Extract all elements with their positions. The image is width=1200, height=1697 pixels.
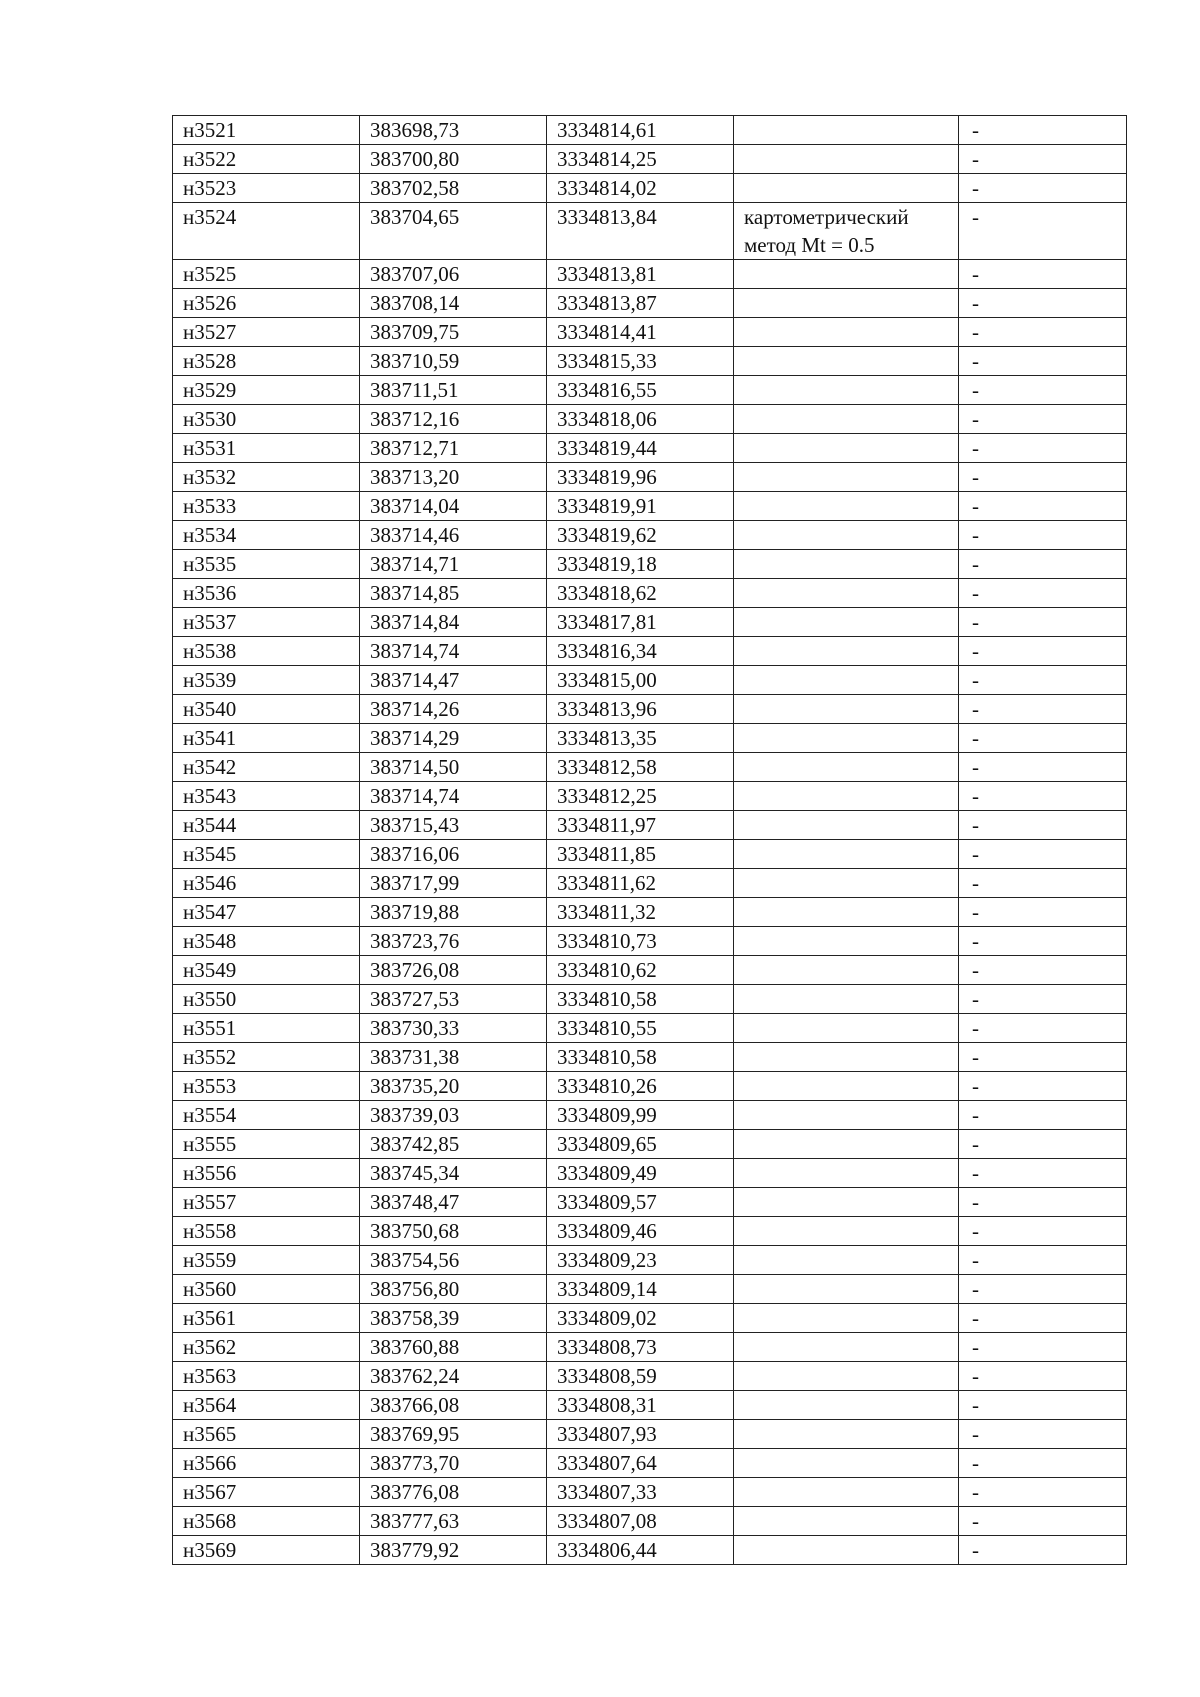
y-coordinate-cell: 3334816,34 <box>547 637 734 666</box>
table-row <box>173 1014 1127 1043</box>
error-cell: - <box>959 1362 1127 1391</box>
y-coordinate-cell: 3334808,31 <box>547 1391 734 1420</box>
x-coordinate-cell: 383748,47 <box>360 1188 547 1217</box>
x-coordinate-cell: 383762,24 <box>360 1362 547 1391</box>
y-coordinate-cell: 3334809,57 <box>547 1188 734 1217</box>
y-coordinate-cell: 3334815,00 <box>547 666 734 695</box>
table-row <box>173 1507 1127 1536</box>
method-cell <box>734 1159 959 1188</box>
x-coordinate-cell: 383726,08 <box>360 956 547 985</box>
table-row <box>173 1188 1127 1217</box>
point-id-cell: н3567 <box>173 1478 360 1507</box>
table-row <box>173 1275 1127 1304</box>
method-cell <box>734 579 959 608</box>
point-id-cell: н3542 <box>173 753 360 782</box>
error-cell: - <box>959 1014 1127 1043</box>
point-id-cell: н3562 <box>173 1333 360 1362</box>
table-row <box>173 1043 1127 1072</box>
point-id-cell: н3521 <box>173 116 360 145</box>
point-id-cell: н3547 <box>173 898 360 927</box>
error-cell: - <box>959 1478 1127 1507</box>
method-cell <box>734 1362 959 1391</box>
table-row <box>173 956 1127 985</box>
point-id-cell: н3522 <box>173 145 360 174</box>
point-id-cell: н3554 <box>173 1101 360 1130</box>
y-coordinate-cell: 3334810,55 <box>547 1014 734 1043</box>
point-id-cell: н3557 <box>173 1188 360 1217</box>
point-id-cell: н3559 <box>173 1246 360 1275</box>
x-coordinate-cell: 383760,88 <box>360 1333 547 1362</box>
error-cell: - <box>959 782 1127 811</box>
method-cell <box>734 289 959 318</box>
coordinates-table <box>172 115 1127 1565</box>
error-cell: - <box>959 1072 1127 1101</box>
error-cell: - <box>959 869 1127 898</box>
method-cell <box>734 1420 959 1449</box>
method-cell <box>734 405 959 434</box>
table-row <box>173 579 1127 608</box>
y-coordinate-cell: 3334813,81 <box>547 260 734 289</box>
point-id-cell: н3532 <box>173 463 360 492</box>
error-cell: - <box>959 1246 1127 1275</box>
method-cell <box>734 666 959 695</box>
y-coordinate-cell: 3334818,62 <box>547 579 734 608</box>
point-id-cell: н3533 <box>173 492 360 521</box>
y-coordinate-cell: 3334810,73 <box>547 927 734 956</box>
y-coordinate-cell: 3334810,58 <box>547 985 734 1014</box>
point-id-cell: н3568 <box>173 1507 360 1536</box>
x-coordinate-cell: 383713,20 <box>360 463 547 492</box>
method-cell <box>734 985 959 1014</box>
method-cell <box>734 318 959 347</box>
method-cell <box>734 116 959 145</box>
x-coordinate-cell: 383714,46 <box>360 521 547 550</box>
x-coordinate-cell: 383717,99 <box>360 869 547 898</box>
x-coordinate-cell: 383719,88 <box>360 898 547 927</box>
y-coordinate-cell: 3334809,46 <box>547 1217 734 1246</box>
method-cell <box>734 782 959 811</box>
error-cell: - <box>959 840 1127 869</box>
y-coordinate-cell: 3334816,55 <box>547 376 734 405</box>
x-coordinate-cell: 383777,63 <box>360 1507 547 1536</box>
x-coordinate-cell: 383714,74 <box>360 637 547 666</box>
error-cell: - <box>959 811 1127 840</box>
table-row <box>173 289 1127 318</box>
point-id-cell: н3553 <box>173 1072 360 1101</box>
y-coordinate-cell: 3334807,33 <box>547 1478 734 1507</box>
y-coordinate-cell: 3334811,85 <box>547 840 734 869</box>
table-row <box>173 116 1127 145</box>
y-coordinate-cell: 3334808,59 <box>547 1362 734 1391</box>
x-coordinate-cell: 383714,47 <box>360 666 547 695</box>
method-cell <box>734 1188 959 1217</box>
table-row <box>173 840 1127 869</box>
table-row <box>173 174 1127 203</box>
point-id-cell: н3556 <box>173 1159 360 1188</box>
x-coordinate-cell: 383742,85 <box>360 1130 547 1159</box>
method-cell <box>734 898 959 927</box>
table-row <box>173 927 1127 956</box>
method-cell <box>734 927 959 956</box>
table-row <box>173 405 1127 434</box>
method-cell <box>734 811 959 840</box>
point-id-cell: н3543 <box>173 782 360 811</box>
table-row <box>173 985 1127 1014</box>
method-cell <box>734 1304 959 1333</box>
method-cell <box>734 463 959 492</box>
point-id-cell: н3523 <box>173 174 360 203</box>
point-id-cell: н3534 <box>173 521 360 550</box>
x-coordinate-cell: 383700,80 <box>360 145 547 174</box>
error-cell: - <box>959 1188 1127 1217</box>
x-coordinate-cell: 383715,43 <box>360 811 547 840</box>
error-cell: - <box>959 724 1127 753</box>
x-coordinate-cell: 383702,58 <box>360 174 547 203</box>
x-coordinate-cell: 383710,59 <box>360 347 547 376</box>
method-cell <box>734 1275 959 1304</box>
y-coordinate-cell: 3334819,18 <box>547 550 734 579</box>
error-cell: - <box>959 1420 1127 1449</box>
y-coordinate-cell: 3334810,58 <box>547 1043 734 1072</box>
x-coordinate-cell: 383754,56 <box>360 1246 547 1275</box>
error-cell: - <box>959 1449 1127 1478</box>
table-row <box>173 1072 1127 1101</box>
y-coordinate-cell: 3334809,14 <box>547 1275 734 1304</box>
x-coordinate-cell: 383714,04 <box>360 492 547 521</box>
y-coordinate-cell: 3334809,23 <box>547 1246 734 1275</box>
method-cell <box>734 695 959 724</box>
x-coordinate-cell: 383739,03 <box>360 1101 547 1130</box>
y-coordinate-cell: 3334819,96 <box>547 463 734 492</box>
x-coordinate-cell: 383756,80 <box>360 1275 547 1304</box>
error-cell: - <box>959 492 1127 521</box>
x-coordinate-cell: 383707,06 <box>360 260 547 289</box>
error-cell: - <box>959 318 1127 347</box>
method-cell <box>734 1246 959 1275</box>
x-coordinate-cell: 383735,20 <box>360 1072 547 1101</box>
point-id-cell: н3566 <box>173 1449 360 1478</box>
method-cell: картометрический метод Mt = 0.5 <box>734 203 959 260</box>
point-id-cell: н3564 <box>173 1391 360 1420</box>
method-cell <box>734 1130 959 1159</box>
y-coordinate-cell: 3334818,06 <box>547 405 734 434</box>
error-cell: - <box>959 753 1127 782</box>
error-cell: - <box>959 405 1127 434</box>
error-cell: - <box>959 1101 1127 1130</box>
error-cell: - <box>959 289 1127 318</box>
error-cell: - <box>959 1536 1127 1565</box>
error-cell: - <box>959 956 1127 985</box>
error-cell: - <box>959 579 1127 608</box>
table-row <box>173 260 1127 289</box>
point-id-cell: н3531 <box>173 434 360 463</box>
table-row <box>173 869 1127 898</box>
point-id-cell: н3529 <box>173 376 360 405</box>
error-cell: - <box>959 463 1127 492</box>
y-coordinate-cell: 3334809,65 <box>547 1130 734 1159</box>
error-cell: - <box>959 521 1127 550</box>
error-cell: - <box>959 695 1127 724</box>
error-cell: - <box>959 1217 1127 1246</box>
point-id-cell: н3561 <box>173 1304 360 1333</box>
y-coordinate-cell: 3334809,49 <box>547 1159 734 1188</box>
y-coordinate-cell: 3334811,97 <box>547 811 734 840</box>
point-id-cell: н3541 <box>173 724 360 753</box>
x-coordinate-cell: 383704,65 <box>360 203 547 260</box>
y-coordinate-cell: 3334814,41 <box>547 318 734 347</box>
point-id-cell: н3527 <box>173 318 360 347</box>
table-row <box>173 1333 1127 1362</box>
y-coordinate-cell: 3334814,02 <box>547 174 734 203</box>
x-coordinate-cell: 383711,51 <box>360 376 547 405</box>
point-id-cell: н3552 <box>173 1043 360 1072</box>
method-cell <box>734 1072 959 1101</box>
method-cell <box>734 376 959 405</box>
table-row <box>173 1246 1127 1275</box>
table-row <box>173 550 1127 579</box>
error-cell: - <box>959 666 1127 695</box>
error-cell: - <box>959 1043 1127 1072</box>
x-coordinate-cell: 383776,08 <box>360 1478 547 1507</box>
point-id-cell: н3555 <box>173 1130 360 1159</box>
x-coordinate-cell: 383730,33 <box>360 1014 547 1043</box>
method-cell <box>734 434 959 463</box>
point-id-cell: н3550 <box>173 985 360 1014</box>
y-coordinate-cell: 3334807,93 <box>547 1420 734 1449</box>
table-row <box>173 492 1127 521</box>
x-coordinate-cell: 383773,70 <box>360 1449 547 1478</box>
table-row <box>173 1449 1127 1478</box>
point-id-cell: н3530 <box>173 405 360 434</box>
y-coordinate-cell: 3334811,32 <box>547 898 734 927</box>
method-cell <box>734 1043 959 1072</box>
table-row <box>173 347 1127 376</box>
y-coordinate-cell: 3334813,84 <box>547 203 734 260</box>
error-cell: - <box>959 1507 1127 1536</box>
y-coordinate-cell: 3334814,25 <box>547 145 734 174</box>
point-id-cell: н3544 <box>173 811 360 840</box>
point-id-cell: н3548 <box>173 927 360 956</box>
x-coordinate-cell: 383712,16 <box>360 405 547 434</box>
y-coordinate-cell: 3334819,62 <box>547 521 734 550</box>
x-coordinate-cell: 383714,71 <box>360 550 547 579</box>
error-cell: - <box>959 1304 1127 1333</box>
table-row <box>173 521 1127 550</box>
y-coordinate-cell: 3334812,25 <box>547 782 734 811</box>
x-coordinate-cell: 383723,76 <box>360 927 547 956</box>
y-coordinate-cell: 3334806,44 <box>547 1536 734 1565</box>
point-id-cell: н3558 <box>173 1217 360 1246</box>
point-id-cell: н3535 <box>173 550 360 579</box>
table-row <box>173 724 1127 753</box>
y-coordinate-cell: 3334819,44 <box>547 434 734 463</box>
error-cell: - <box>959 434 1127 463</box>
table-row <box>173 666 1127 695</box>
x-coordinate-cell: 383712,71 <box>360 434 547 463</box>
table-row <box>173 1391 1127 1420</box>
x-coordinate-cell: 383714,29 <box>360 724 547 753</box>
point-id-cell: н3560 <box>173 1275 360 1304</box>
y-coordinate-cell: 3334813,96 <box>547 695 734 724</box>
point-id-cell: н3538 <box>173 637 360 666</box>
point-id-cell: н3537 <box>173 608 360 637</box>
method-cell <box>734 956 959 985</box>
y-coordinate-cell: 3334815,33 <box>547 347 734 376</box>
x-coordinate-cell: 383779,92 <box>360 1536 547 1565</box>
y-coordinate-cell: 3334809,02 <box>547 1304 734 1333</box>
point-id-cell: н3551 <box>173 1014 360 1043</box>
method-cell <box>734 1333 959 1362</box>
method-cell <box>734 550 959 579</box>
error-cell: - <box>959 1275 1127 1304</box>
point-id-cell: н3526 <box>173 289 360 318</box>
method-cell <box>734 1101 959 1130</box>
method-cell <box>734 521 959 550</box>
table-row <box>173 434 1127 463</box>
error-cell: - <box>959 145 1127 174</box>
x-coordinate-cell: 383714,85 <box>360 579 547 608</box>
y-coordinate-cell: 3334813,87 <box>547 289 734 318</box>
y-coordinate-cell: 3334808,73 <box>547 1333 734 1362</box>
method-cell <box>734 260 959 289</box>
method-cell <box>734 637 959 666</box>
x-coordinate-cell: 383714,84 <box>360 608 547 637</box>
point-id-cell: н3539 <box>173 666 360 695</box>
error-cell: - <box>959 1130 1127 1159</box>
x-coordinate-cell: 383714,74 <box>360 782 547 811</box>
point-id-cell: н3545 <box>173 840 360 869</box>
method-cell <box>734 1217 959 1246</box>
table-row <box>173 898 1127 927</box>
table-row <box>173 1536 1127 1565</box>
method-cell <box>734 753 959 782</box>
table-row <box>173 1130 1127 1159</box>
error-cell: - <box>959 347 1127 376</box>
table-row <box>173 376 1127 405</box>
table-row <box>173 637 1127 666</box>
point-id-cell: н3549 <box>173 956 360 985</box>
table-row <box>173 1362 1127 1391</box>
x-coordinate-cell: 383709,75 <box>360 318 547 347</box>
table-row <box>173 1420 1127 1449</box>
method-cell <box>734 1507 959 1536</box>
x-coordinate-cell: 383714,50 <box>360 753 547 782</box>
table-row <box>173 1217 1127 1246</box>
error-cell: - <box>959 174 1127 203</box>
error-cell: - <box>959 927 1127 956</box>
y-coordinate-cell: 3334817,81 <box>547 608 734 637</box>
error-cell: - <box>959 637 1127 666</box>
error-cell: - <box>959 550 1127 579</box>
error-cell: - <box>959 260 1127 289</box>
point-id-cell: н3563 <box>173 1362 360 1391</box>
error-cell: - <box>959 898 1127 927</box>
method-cell <box>734 1391 959 1420</box>
point-id-cell: н3536 <box>173 579 360 608</box>
y-coordinate-cell: 3334809,99 <box>547 1101 734 1130</box>
y-coordinate-cell: 3334807,08 <box>547 1507 734 1536</box>
x-coordinate-cell: 383769,95 <box>360 1420 547 1449</box>
method-cell <box>734 145 959 174</box>
y-coordinate-cell: 3334814,61 <box>547 116 734 145</box>
table-row <box>173 695 1127 724</box>
method-cell <box>734 1449 959 1478</box>
method-cell <box>734 840 959 869</box>
y-coordinate-cell: 3334810,62 <box>547 956 734 985</box>
table-row <box>173 782 1127 811</box>
table-row <box>173 753 1127 782</box>
error-cell: - <box>959 1391 1127 1420</box>
error-cell: - <box>959 203 1127 260</box>
point-id-cell: н3569 <box>173 1536 360 1565</box>
error-cell: - <box>959 1333 1127 1362</box>
point-id-cell: н3528 <box>173 347 360 376</box>
point-id-cell: н3546 <box>173 869 360 898</box>
x-coordinate-cell: 383758,39 <box>360 1304 547 1333</box>
point-id-cell: н3540 <box>173 695 360 724</box>
y-coordinate-cell: 3334811,62 <box>547 869 734 898</box>
y-coordinate-cell: 3334807,64 <box>547 1449 734 1478</box>
y-coordinate-cell: 3334819,91 <box>547 492 734 521</box>
error-cell: - <box>959 1159 1127 1188</box>
x-coordinate-cell: 383766,08 <box>360 1391 547 1420</box>
y-coordinate-cell: 3334810,26 <box>547 1072 734 1101</box>
point-id-cell: н3525 <box>173 260 360 289</box>
table-row <box>173 463 1127 492</box>
method-cell <box>734 1014 959 1043</box>
point-id-cell: н3524 <box>173 203 360 260</box>
error-cell: - <box>959 116 1127 145</box>
method-cell <box>734 724 959 753</box>
method-cell <box>734 492 959 521</box>
method-cell <box>734 1478 959 1507</box>
table-row <box>173 1101 1127 1130</box>
method-cell <box>734 347 959 376</box>
table-row <box>173 811 1127 840</box>
x-coordinate-cell: 383708,14 <box>360 289 547 318</box>
x-coordinate-cell: 383714,26 <box>360 695 547 724</box>
table-row <box>173 1159 1127 1188</box>
table-row <box>173 203 1127 260</box>
error-cell: - <box>959 376 1127 405</box>
y-coordinate-cell: 3334813,35 <box>547 724 734 753</box>
method-cell <box>734 1536 959 1565</box>
coordinates-table-body <box>173 116 1127 1565</box>
method-cell <box>734 869 959 898</box>
point-id-cell: н3565 <box>173 1420 360 1449</box>
error-cell: - <box>959 608 1127 637</box>
x-coordinate-cell: 383745,34 <box>360 1159 547 1188</box>
x-coordinate-cell: 383698,73 <box>360 116 547 145</box>
table-row <box>173 1478 1127 1507</box>
table-row <box>173 608 1127 637</box>
table-row <box>173 145 1127 174</box>
x-coordinate-cell: 383727,53 <box>360 985 547 1014</box>
table-row <box>173 318 1127 347</box>
x-coordinate-cell: 383716,06 <box>360 840 547 869</box>
method-cell <box>734 174 959 203</box>
table-row <box>173 1304 1127 1333</box>
method-cell <box>734 608 959 637</box>
x-coordinate-cell: 383731,38 <box>360 1043 547 1072</box>
error-cell: - <box>959 985 1127 1014</box>
x-coordinate-cell: 383750,68 <box>360 1217 547 1246</box>
y-coordinate-cell: 3334812,58 <box>547 753 734 782</box>
